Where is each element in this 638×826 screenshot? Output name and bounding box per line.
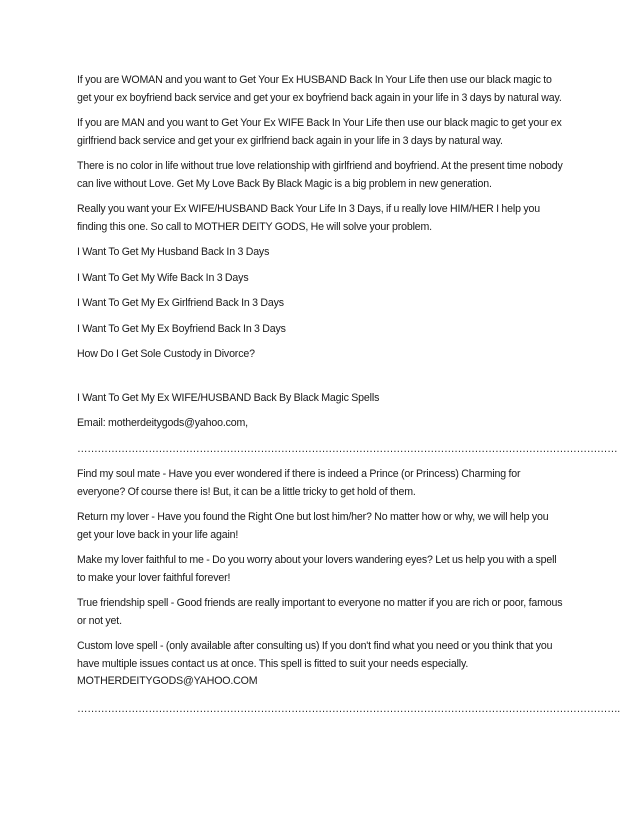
- document-page: [77, 72, 620, 726]
- contact-email: MOTHERDEITYGODS@YAHOO.COM: [77, 675, 258, 687]
- paragraph-true-love: There is no color in life without true love relationship with girlfriend and boyfriend. At the present time nobody can live without Love. Get My Love Back By Black Magic is a big problem in new generation.: [77, 160, 563, 190]
- line-boyfriend-back: I Want To Get My Ex Boyfriend Back In 3 Days: [77, 322, 286, 335]
- line-girlfriend-back: I Want To Get My Ex Girlfriend Back In 3 Days: [77, 297, 284, 309]
- paragraph-soul-mate: Find my soul mate - Have you ever wondered if there is indeed a Prince (or Princess) Charming for everyone? Of course there is! But, it can be a little tricky to get hold of them.: [77, 468, 521, 498]
- line-wife-back: I Want To Get My Wife Back In 3 Days: [77, 271, 249, 284]
- paragraph-custom-spell: Custom love spell - (only available after consulting us) If you don't find what you need or you think that you have multiple issues contact us at once. This spell is fitted to suit your needs especially.: [77, 640, 553, 670]
- paragraph-faithful: Make my lover faithful to me - Do you worry about your lovers wandering eyes? Let us help you with a spell to make your lover faithful forever!: [77, 554, 557, 584]
- email-line: Email: motherdeitygods@yahoo.com,: [77, 417, 248, 429]
- line-husband-back: I Want To Get My Husband Back In 3 Days: [77, 246, 270, 258]
- section-heading: I Want To Get My Ex WIFE/HUSBAND Back By Black Magic Spells: [77, 391, 380, 404]
- paragraph-man: If you are MAN and you want to Get Your Ex WIFE Back In Your Life then use our black magic to get your ex girlfriend back service and get your ex girlfriend back again in your life in 3 days by natural way.: [77, 117, 562, 147]
- paragraph-really-want: Really you want your Ex WIFE/HUSBAND Back Your Life In 3 Days, if u really love HIM/HER I help you finding this one. So call to MOTHER DEITY GODS, He will solve your problem.: [77, 203, 540, 233]
- blank-line: [77, 372, 565, 390]
- dotted-separator: ……………………………………………………………………………………………………………………………………………: [77, 442, 618, 455]
- paragraph-return-lover: Return my lover - Have you found the Right One but lost him/her? No matter how or why, we will help you get your love back in your life again!: [77, 511, 549, 541]
- paragraph-friendship: True friendship spell - Good friends are really important to everyone no matter if you are rich or poor, famous or not yet.: [77, 597, 563, 627]
- line-sole-custody: How Do I Get Sole Custody in Divorce?: [77, 348, 255, 360]
- dotted-separator-bottom: …………………………………………………………………………………………………………………………………………….: [77, 702, 620, 715]
- paragraph-woman: If you are WOMAN and you want to Get Your Ex HUSBAND Back In Your Life then use our black magic to get your ex boyfriend back service and get your ex boyfriend back again in your life in 3 days by natural way.: [77, 74, 562, 104]
